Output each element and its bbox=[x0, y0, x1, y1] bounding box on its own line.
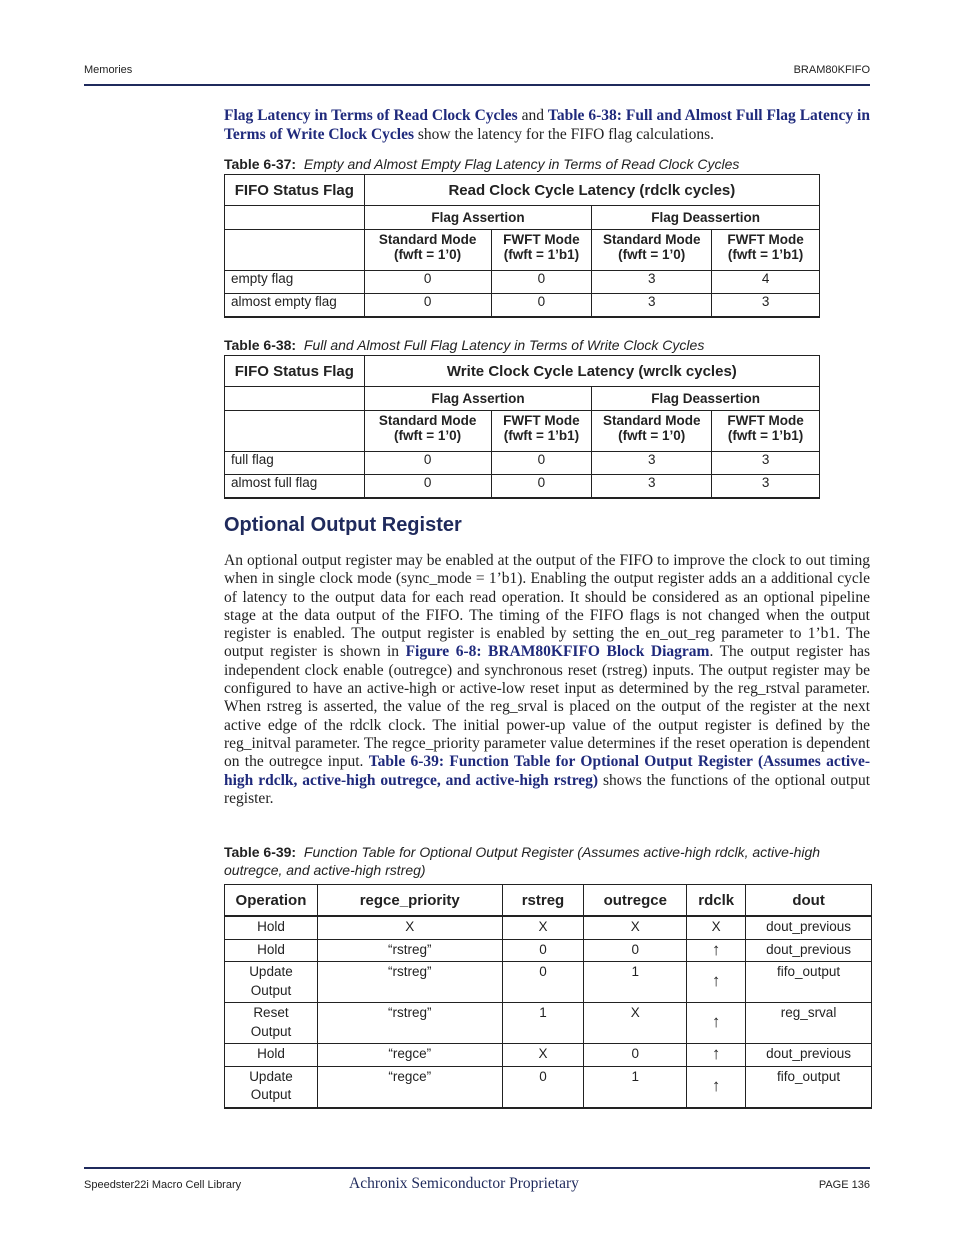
table-row bbox=[225, 475, 820, 498]
figure-6-8-link[interactable]: Figure 6-8: BRAM80KFIFO Block Diagram bbox=[405, 643, 710, 661]
operation-cell: Update Output bbox=[225, 1066, 318, 1108]
col-status-flag: FIFO Status Flag bbox=[225, 356, 365, 387]
page-header bbox=[84, 62, 870, 86]
cell: 0 bbox=[364, 452, 491, 475]
caption-text: Full and Almost Full Flag Latency in Terms of Write Clock Cycles bbox=[303, 337, 705, 353]
col-latency: Read Clock Cycle Latency (rdclk cycles) bbox=[364, 175, 819, 206]
table-row bbox=[225, 962, 872, 1003]
footer-proprietary: Achronix Semiconductor Proprietary bbox=[349, 1175, 579, 1192]
cell: dout_previous bbox=[746, 1044, 872, 1067]
flag-deassertion-header: Flag Deassertion bbox=[592, 387, 820, 411]
operation-cell: Reset Output bbox=[225, 1003, 318, 1044]
operation-cell: Hold bbox=[225, 916, 318, 939]
caption-label: Table 6-39: bbox=[224, 844, 297, 860]
flag-assertion-header: Flag Assertion bbox=[364, 206, 592, 230]
operation-cell: Update Output bbox=[225, 962, 318, 1003]
cell: X bbox=[502, 1044, 584, 1067]
operation-cell: Hold bbox=[225, 939, 318, 962]
table-row bbox=[225, 939, 872, 962]
cell: “regce” bbox=[317, 1066, 502, 1108]
cell: 3 bbox=[712, 452, 820, 475]
col-dout: dout bbox=[746, 885, 872, 917]
cell: “rstreg” bbox=[317, 939, 502, 962]
cell: 0 bbox=[364, 475, 491, 498]
cell: 1 bbox=[584, 1066, 687, 1108]
cell: 0 bbox=[584, 939, 687, 962]
cell: 0 bbox=[502, 939, 584, 962]
standard-mode-header: Standard Mode (fwft = 1’0) bbox=[364, 411, 491, 452]
table-38-caption bbox=[224, 336, 704, 354]
cell: 3 bbox=[592, 452, 712, 475]
flag-name: almost empty flag bbox=[225, 294, 365, 317]
footer-page-number: PAGE 136 bbox=[818, 1179, 870, 1191]
fwft-mode-header: FWFT Mode (fwft = 1’b1) bbox=[712, 411, 820, 452]
table-row bbox=[225, 916, 872, 939]
col-outregce: outregce bbox=[584, 885, 687, 917]
table-38-link[interactable]: Table 6-38: Full and Almost Full Flag Latency in Terms of Write Clock Cycles bbox=[224, 107, 870, 143]
col-regce-priority: regce_priority bbox=[317, 885, 502, 917]
col-rdclk: rdclk bbox=[687, 885, 746, 917]
cell: 1 bbox=[502, 1003, 584, 1044]
empty-cell bbox=[225, 230, 365, 271]
page-footer bbox=[84, 1167, 870, 1199]
caption-label: Table 6-37: bbox=[224, 156, 297, 172]
table-37-link[interactable]: Flag Latency in Terms of Read Clock Cycles bbox=[224, 107, 518, 124]
rising-edge-icon: ↑ bbox=[687, 1044, 746, 1067]
intro-tail: show the latency for the FIFO flag calculations. bbox=[414, 126, 715, 143]
cell: X bbox=[502, 916, 584, 939]
cell: 3 bbox=[592, 271, 712, 294]
cell: 3 bbox=[592, 294, 712, 317]
col-operation: Operation bbox=[225, 885, 318, 917]
table-37-caption bbox=[224, 155, 739, 173]
rising-edge-icon: ↑ bbox=[687, 1003, 746, 1044]
rising-edge-icon: ↑ bbox=[687, 939, 746, 962]
table-39-link[interactable]: Table 6-39: Function Table for Optional Output Register (Assumes active-high rdclk, active-high outregce, and active-high rstreg) bbox=[224, 753, 871, 789]
cell: 3 bbox=[712, 475, 820, 498]
footer-doc-title: Speedster22i Macro Cell Library bbox=[84, 1179, 242, 1191]
empty-cell bbox=[225, 206, 365, 230]
flag-deassertion-header: Flag Deassertion bbox=[592, 206, 820, 230]
table-row bbox=[225, 1044, 872, 1067]
standard-mode-header: Standard Mode (fwft = 1’0) bbox=[364, 230, 491, 271]
body-text-3: shows the functions of the optional output register. bbox=[224, 771, 871, 807]
caption-label: Table 6-38: bbox=[224, 337, 297, 353]
cell: dout_previous bbox=[746, 939, 872, 962]
body-paragraph bbox=[224, 552, 870, 808]
cell: 0 bbox=[491, 475, 592, 498]
cell: “regce” bbox=[317, 1044, 502, 1067]
cell: 0 bbox=[491, 271, 592, 294]
table-row bbox=[225, 271, 820, 294]
table-39 bbox=[224, 884, 872, 1109]
cell: fifo_output bbox=[746, 1066, 872, 1108]
header-topic: BRAM80KFIFO bbox=[793, 64, 870, 76]
flag-name: empty flag bbox=[225, 271, 365, 294]
table-row bbox=[225, 294, 820, 317]
cell: fifo_output bbox=[746, 962, 872, 1003]
flag-assertion-header: Flag Assertion bbox=[364, 387, 592, 411]
table-39-caption bbox=[224, 843, 870, 879]
intro-paragraph bbox=[224, 106, 870, 144]
rising-edge-icon: ↑ bbox=[687, 1066, 746, 1108]
cell: “rstreg” bbox=[317, 1003, 502, 1044]
table-row bbox=[225, 452, 820, 475]
col-latency: Write Clock Cycle Latency (wrclk cycles) bbox=[364, 356, 819, 387]
flag-name: almost full flag bbox=[225, 475, 365, 498]
table-row bbox=[225, 1003, 872, 1044]
fwft-mode-header: FWFT Mode (fwft = 1’b1) bbox=[491, 230, 592, 271]
empty-cell bbox=[225, 411, 365, 452]
cell: 0 bbox=[502, 962, 584, 1003]
cell: X bbox=[687, 916, 746, 939]
cell: 4 bbox=[712, 271, 820, 294]
cell: X bbox=[584, 916, 687, 939]
cell: “rstreg” bbox=[317, 962, 502, 1003]
cell: reg_srval bbox=[746, 1003, 872, 1044]
fwft-mode-header: FWFT Mode (fwft = 1’b1) bbox=[491, 411, 592, 452]
cell: 0 bbox=[491, 452, 592, 475]
cell: 1 bbox=[584, 962, 687, 1003]
cell: 3 bbox=[712, 294, 820, 317]
header-section: Memories bbox=[84, 64, 133, 76]
fwft-mode-header: FWFT Mode (fwft = 1’b1) bbox=[712, 230, 820, 271]
col-status-flag: FIFO Status Flag bbox=[225, 175, 365, 206]
table-row bbox=[225, 1066, 872, 1108]
table-38 bbox=[224, 355, 820, 499]
empty-cell bbox=[225, 387, 365, 411]
flag-name: full flag bbox=[225, 452, 365, 475]
col-rstreg: rstreg bbox=[502, 885, 584, 917]
cell: 3 bbox=[592, 475, 712, 498]
caption-text: Function Table for Optional Output Register (Assumes active-high rdclk, active-high outregce, and active-high rstreg) bbox=[224, 844, 821, 878]
caption-text: Empty and Almost Empty Flag Latency in Terms of Read Clock Cycles bbox=[303, 156, 740, 172]
cell: 0 bbox=[584, 1044, 687, 1067]
operation-cell: Hold bbox=[225, 1044, 318, 1067]
cell: 0 bbox=[491, 294, 592, 317]
standard-mode-header: Standard Mode (fwft = 1’0) bbox=[592, 230, 712, 271]
table-37 bbox=[224, 174, 820, 318]
rising-edge-icon: ↑ bbox=[687, 962, 746, 1003]
cell: 0 bbox=[502, 1066, 584, 1108]
cell: X bbox=[584, 1003, 687, 1044]
cell: 0 bbox=[364, 294, 491, 317]
standard-mode-header: Standard Mode (fwft = 1’0) bbox=[592, 411, 712, 452]
body-text-2: . The output register has independent clock enable (outregce) and synchronous reset (rstreg) inputs. The output register may be configured to have an active-high or active-low reset input as determined by the reg_rstval parameter. When rstreg is asserted, the value of the reg_srval is placed on the output of the register at the next active edge of the rdclk clock. The initial power-up value of the output register is defined by the reg_initval parameter. The regce_priority parameter value determines if the reset operation is dependent on the outregce input. bbox=[224, 643, 870, 771]
cell: dout_previous bbox=[746, 916, 872, 939]
body-text-1: An optional output register may be enabled at the output of the FIFO to improve the clock to out timing when in single clock mode (sync_mode = 1’b1). Enabling the output register adds an a additional cycle of latency to the output data for each read operation. It should be considered as an optional pipeline stage at the data output of the FIFO. The timing of the FIFO flags is not changed when the output register is enabled. The output register is enabled by setting the en_out_reg parameter to 1’b1. The output register is shown in bbox=[224, 552, 870, 661]
section-title: Optional Output Register bbox=[224, 514, 462, 536]
intro-and: and bbox=[517, 107, 548, 124]
cell: 0 bbox=[364, 271, 491, 294]
cell: X bbox=[317, 916, 502, 939]
